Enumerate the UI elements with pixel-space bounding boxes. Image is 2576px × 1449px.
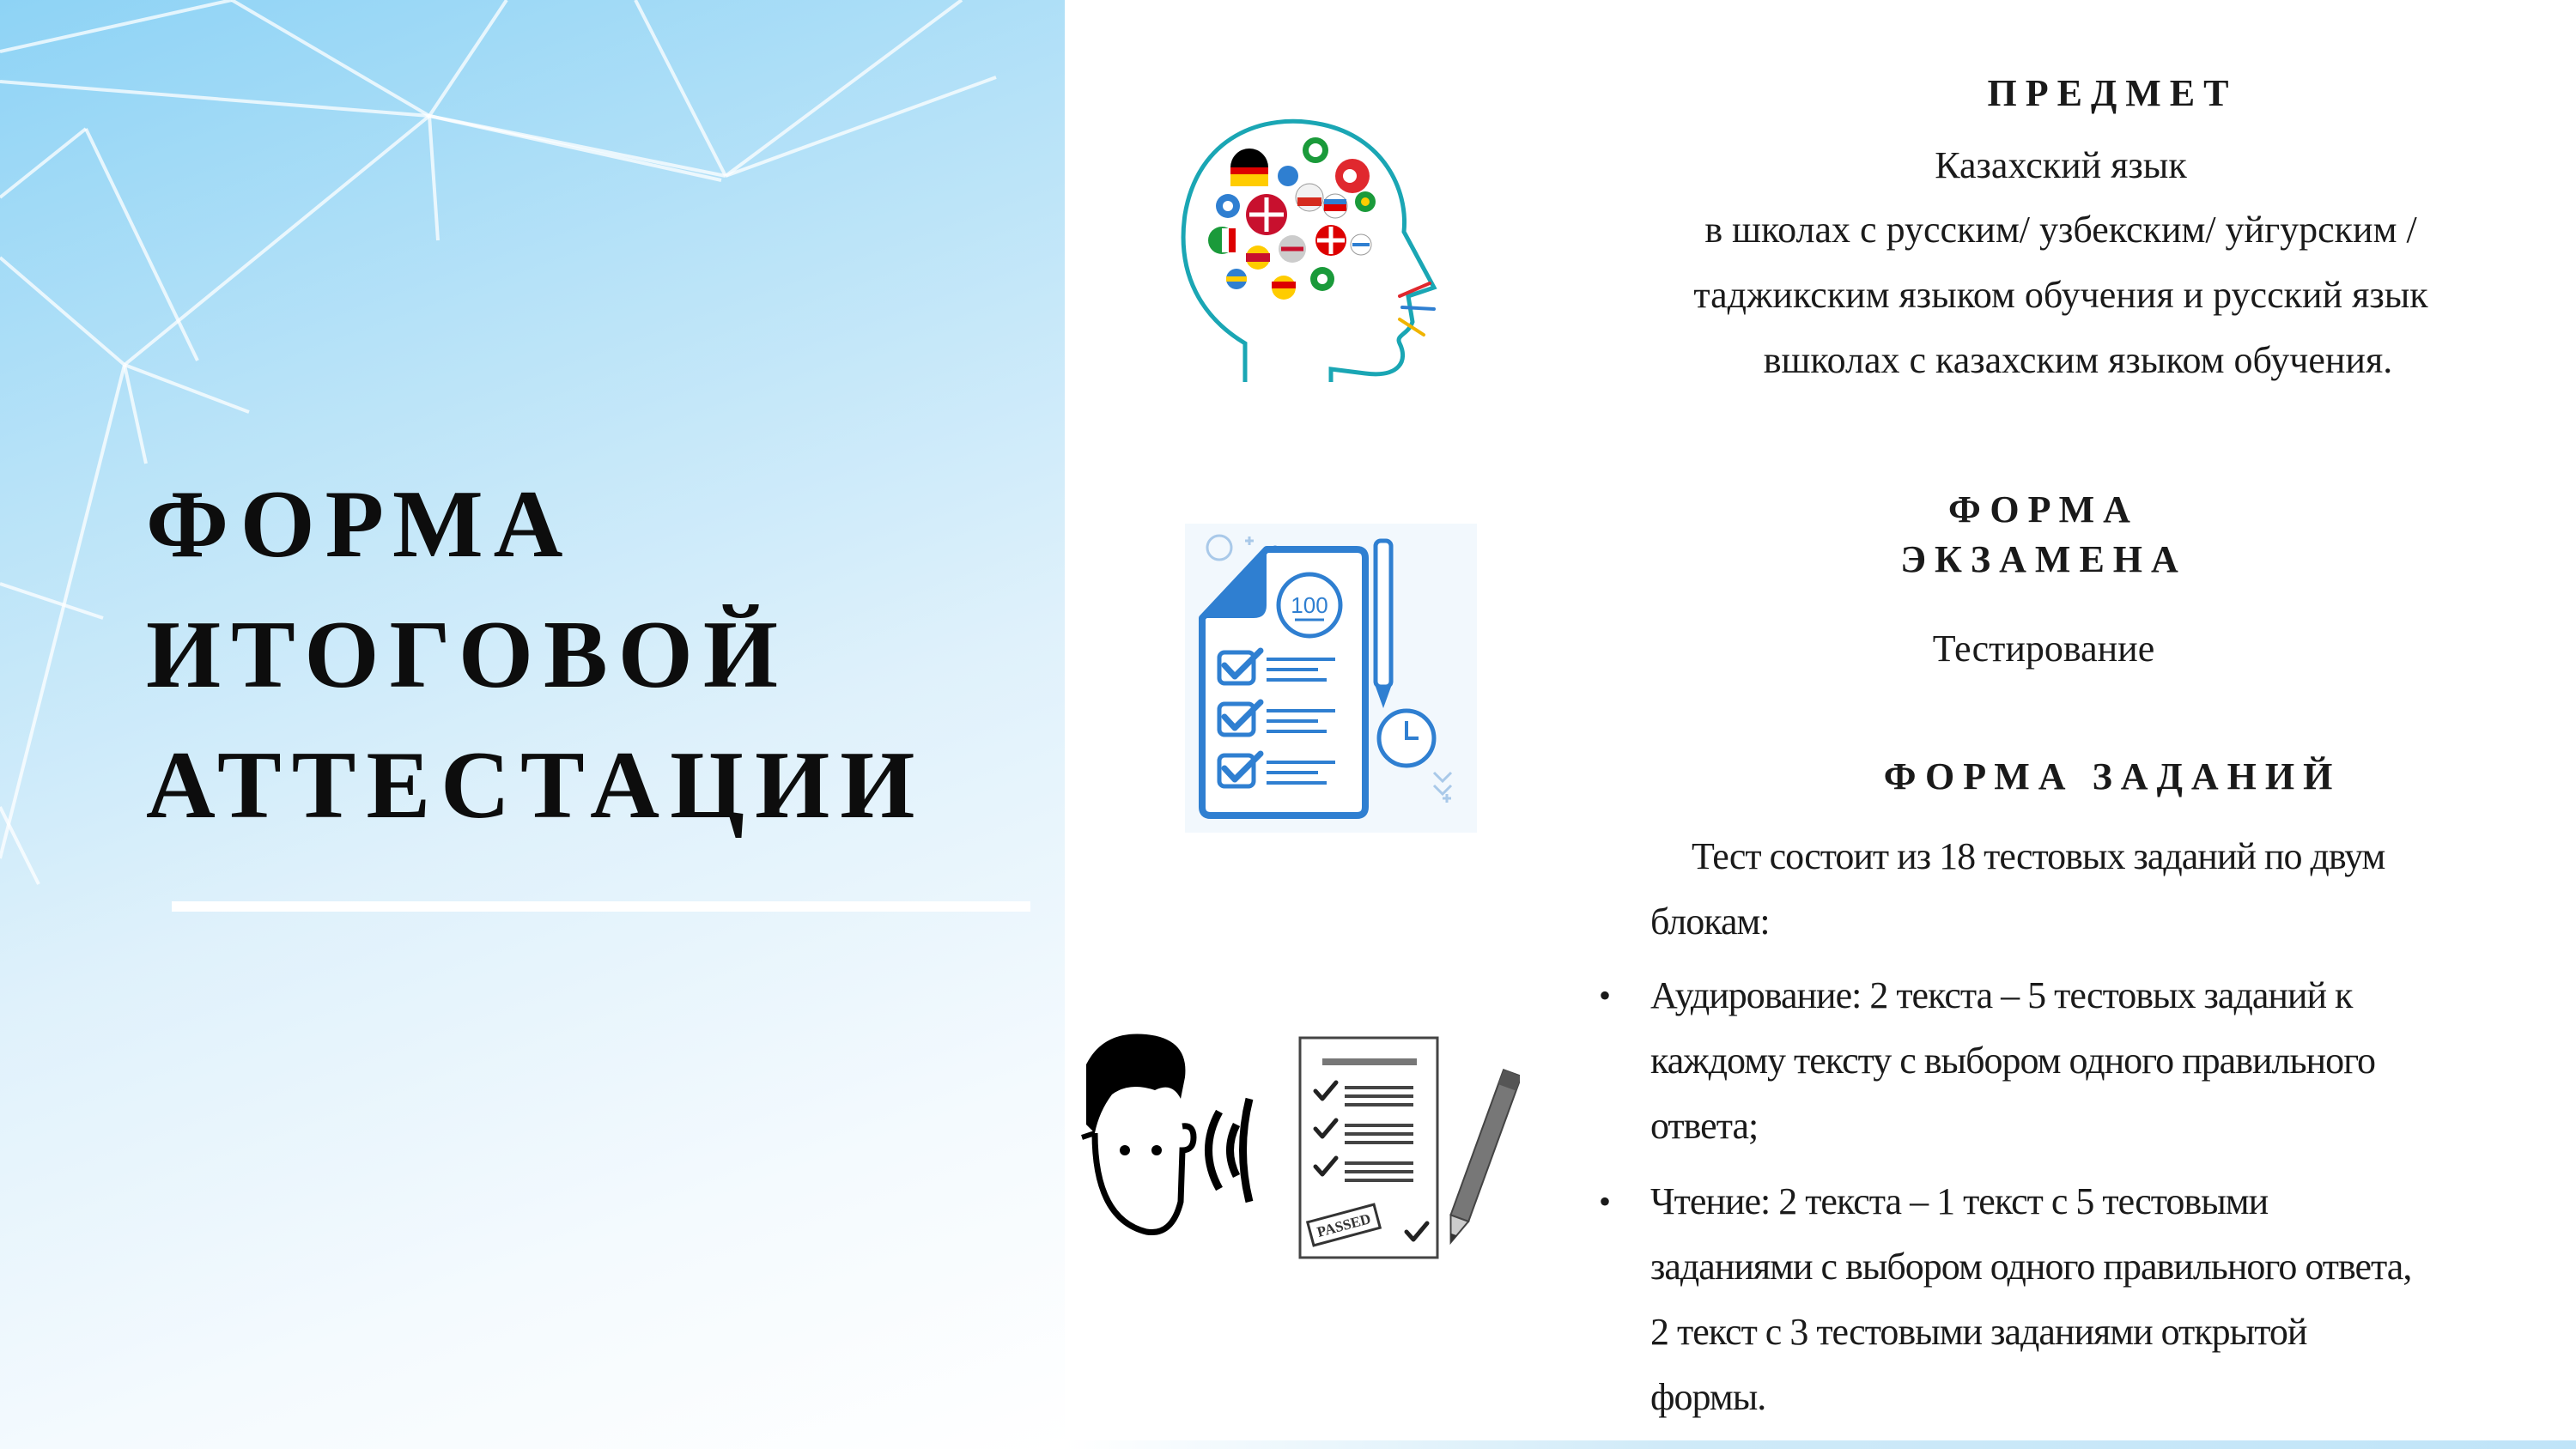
head-with-flags-icon	[1151, 86, 1443, 403]
exam-form-heading-line-1: ФОРМА	[1948, 488, 2139, 530]
exam-form-value: Тестирование	[1932, 627, 2155, 670]
bottom-accent-strip	[1065, 1440, 2576, 1449]
list-item-reading	[1599, 1169, 2492, 1430]
reading-line-4: формы.	[1650, 1376, 1766, 1418]
subject-line-1: Казахский язык	[1935, 144, 2187, 186]
subject-line-3: таджикским языком обучения и русский язык	[1693, 274, 2428, 316]
listening-line-2: каждому тексту с выбором одного правильного	[1650, 1040, 2376, 1082]
main-title: ФОРМА ИТОГОВОЙ АТТЕСТАЦИИ	[146, 471, 926, 839]
reading-line-2: заданиями с выбором одного правильного ответа,	[1650, 1246, 2412, 1288]
bullet-icon: •	[1599, 1182, 1611, 1221]
listening-line-3: ответа;	[1650, 1105, 1759, 1147]
list-item-listening	[1599, 963, 2492, 1159]
task-form-intro-line-2: блокам:	[1650, 900, 1770, 943]
passed-test-icon	[1297, 1034, 1520, 1266]
reading-line-3: 2 текст с 3 тестовыми заданиями открытой	[1650, 1311, 2307, 1353]
listening-line-1: Аудирование: 2 текста – 5 тестовых заданий к	[1650, 974, 2353, 1016]
subject-line-4: вшколах с казахским языком обучения.	[1763, 339, 2393, 381]
passed-stamp: PASSED	[1315, 1210, 1373, 1240]
test-sheet-icon	[1185, 524, 1477, 833]
reading-line-1: Чтение: 2 текста – 1 текст с 5 тестовыми	[1650, 1180, 2269, 1222]
title-underline	[172, 901, 1030, 912]
exam-form-heading-line-2: ЭКЗАМЕНА	[1900, 538, 2187, 580]
task-form-intro-line-1: Тест состоит из 18 тестовых заданий по двум	[1692, 835, 2385, 877]
subject-heading: ПРЕДМЕТ	[1987, 72, 2238, 114]
listening-head-icon	[1078, 1030, 1267, 1245]
left-panel	[0, 0, 1065, 1449]
score-label: 100	[1291, 592, 1328, 618]
bullet-icon: •	[1599, 976, 1611, 1015]
task-form-heading: ФОРМА ЗАДАНИЙ	[1883, 755, 2342, 797]
subject-line-2: в школах с русским/ узбекским/ уйгурским /	[1704, 209, 2417, 251]
task-blocks-list	[1599, 963, 2492, 1440]
